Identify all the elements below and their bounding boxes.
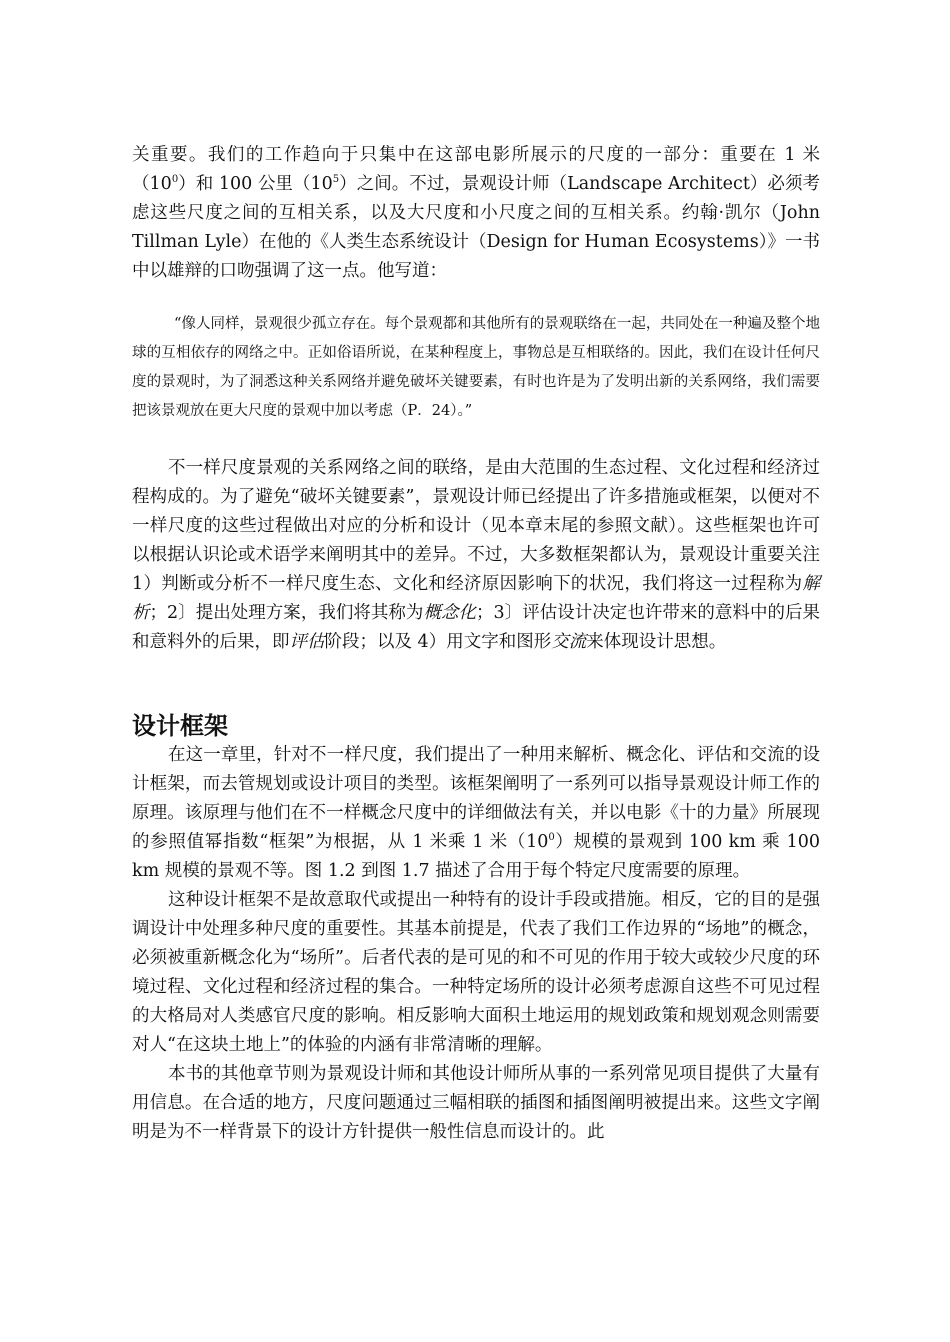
- body-paragraph-3: [132, 741, 820, 886]
- para2-block: [132, 454, 820, 657]
- intro-paragraph-block: [132, 141, 820, 286]
- para2-text-4: 阶段；以及 4）用文字和图形: [324, 632, 552, 652]
- emphasis-conceptualization: 概念化: [423, 603, 477, 623]
- para3-superscript-1: 0: [548, 832, 555, 844]
- intro-paragraph: [132, 141, 820, 286]
- quote-block: [132, 310, 820, 426]
- emphasis-communication: 交流: [551, 632, 587, 652]
- intro-text-1: 关重要。我们的工作趋向于只集中在这部电影所展示的尺度的一部分：重要在 1 米（10: [132, 145, 820, 194]
- intro-superscript-2: 5: [332, 174, 340, 186]
- para2-text-3: ；3〕评估设计决定也许带来的意料中的后果和意料外的后果，即: [132, 603, 821, 652]
- body-paragraph-5: 本书的其他章节则为景观设计师和其他设计师所从事的一系列常见项目提供了大量有用信息。在合适的地方，尺度问题通过三幅相联的插图和插图阐明被提出来。这些文字阐明是为不一样背景下的设计方针提供一般性信息而设计的。此: [132, 1064, 820, 1142]
- para3-text-2: ）规模的景观到 100 km 乘 100 km 规模的景观不等。图 1.2 到图 1.7 描述了合用于每个特定尺度需要的原理。: [132, 832, 820, 881]
- emphasis-analysis: 解析: [132, 574, 820, 623]
- para3-text-1: 在这一章里，针对不一样尺度，我们提出了一种用来解析、概念化、评估和交流的设计框架，而去管规划或设计项目的类型。该框架阐明了一系列可以指导景观设计师工作的原理。该原理与他们在不一样概念尺度中的详细做法有关，并以电影《十的力量》所展现的参照值幂指数“框架”为根据，从 1 米乘 1 米（10: [132, 745, 820, 852]
- para2-text-5: 来体现设计思想。: [586, 632, 727, 652]
- intro-superscript-1: 0: [171, 174, 179, 186]
- heading-block: [132, 711, 820, 741]
- intro-text-3: ）之间。不过，景观设计师（Landscape Architect）必须考虑这些尺度之间的互相关系，以及大尺度和小尺度之间的互相关系。约翰·凯尔（John Tillman Lyle）在他的《人类生态系统设计（Design for Human Ecosystems）》一书中以雄辩的口吻强调了这一点。他写道：: [132, 174, 820, 281]
- body-paragraph-2: [132, 454, 820, 657]
- block-quote: “像人同样，景观很少孤立存在。每个景观都和其他所有的景观联络在一起，共同处在一种遍及整个地球的互相依存的网络之中。正如俗语所说，在某种程度上，事物总是互相联络的。因此，我们在设计任何尺度的景观时，为了洞悉这种关系网络并避免破坏关键要素，有时也许是为了发明出新的关系网络，我们需要把该景观放在更大尺度的景观中加以考虑（P．24）。”: [132, 316, 820, 419]
- para2-text-1: 不一样尺度景观的关系网络之间的联络，是由大范围的生态过程、文化过程和经济过程构成的。为了避免“破坏关键要素”，景观设计师已经提出了许多措施或框架，以便对不一样尺度的这些过程做出对应的分析和设计（见本章末尾的参照文献）。这些框架也许可以根据认识论或术语学来阐明其中的差异。不过，大多数框架都认为，景观设计重要关注 1）判断或分析不一样尺度生态、文化和经济原因影响下的状况，我们将这一过程称为: [132, 458, 820, 594]
- section-heading: 设计框架: [132, 712, 228, 740]
- para3-block: [132, 741, 820, 1147]
- emphasis-evaluation: 评估: [289, 632, 325, 652]
- body-paragraph-4: 这种设计框架不是故意取代或提出一种特有的设计手段或措施。相反，它的目的是强调设计中处理多种尺度的重要性。其基本前提是，代表了我们工作边界的“场地”的概念，必须被重新概念化为“场所”。后者代表的是可见的和不可见的作用于较大或较少尺度的环境过程、文化过程和经济过程的集合。一种特定场所的设计必须考虑源自这些不可见过程的大格局对人类感官尺度的影响。相反影响大面积土地运用的规划政策和规划观念则需要对人“在这块土地上”的体验的内涵有非常清晰的理解。: [132, 890, 820, 1055]
- para2-text-2: ；2〕提出处理方案，我们将其称为: [149, 603, 424, 623]
- intro-text-2: ）和 100 公里（10: [178, 174, 333, 194]
